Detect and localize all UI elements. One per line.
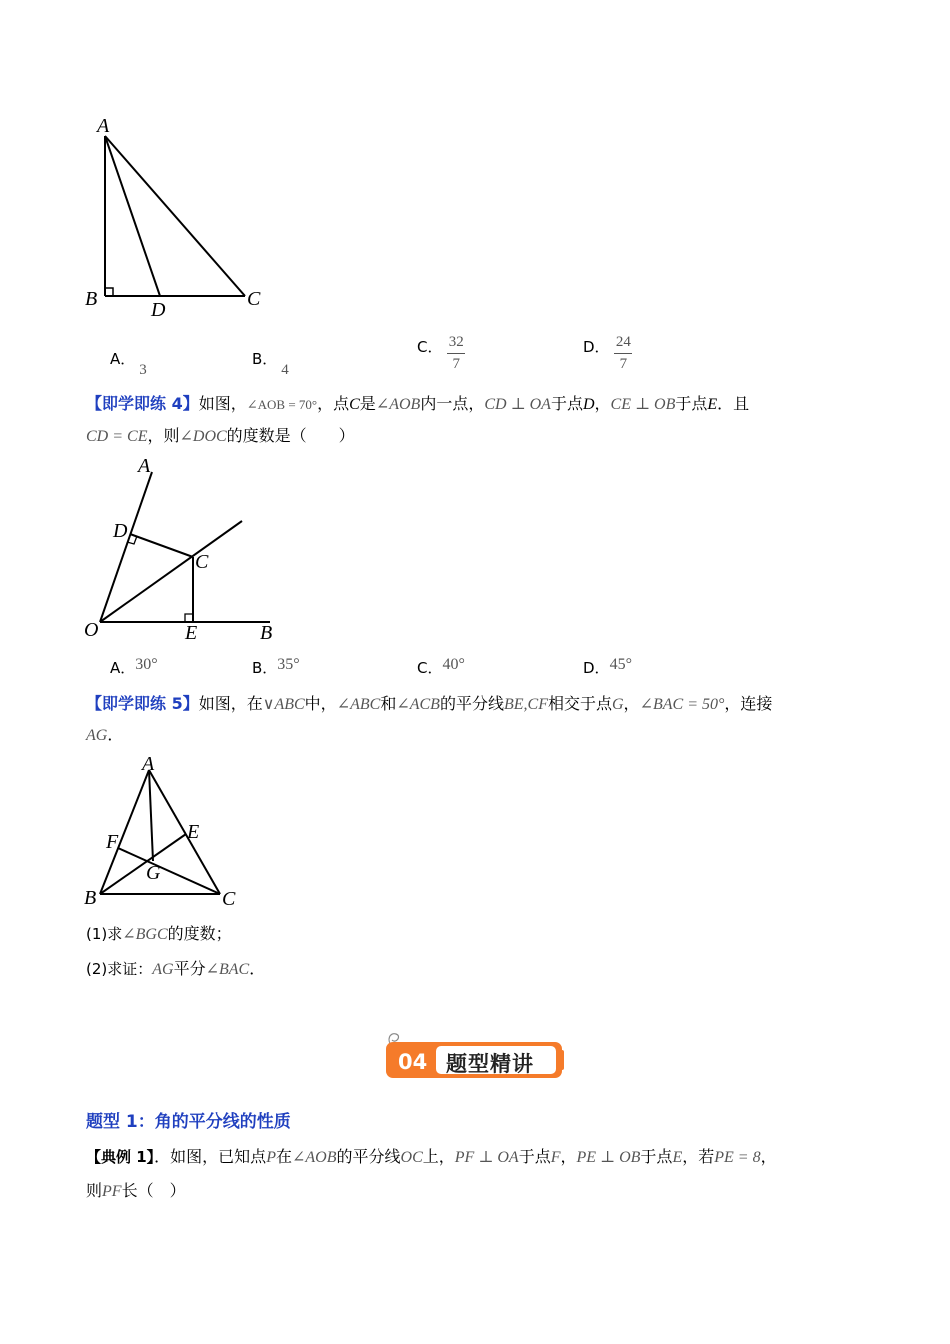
right-angle-mark — [105, 288, 113, 296]
banner-title: 题型精讲 — [446, 1052, 534, 1076]
option-letter: D． — [583, 659, 610, 677]
label-C: C — [222, 888, 236, 910]
fraction — [614, 334, 632, 373]
label-G: G — [146, 862, 161, 884]
ray-OA — [100, 472, 152, 622]
banner-edge — [558, 1050, 564, 1070]
label-C: C — [247, 288, 261, 310]
option-letter: C． — [417, 338, 443, 356]
numerator: 24 — [615, 334, 631, 350]
q4-tag: 【即学即练 4】 — [86, 394, 199, 413]
label-O: O — [84, 619, 99, 641]
option-letter: B． — [252, 659, 278, 677]
right-angle-mark-E — [185, 614, 193, 622]
q3-option-a[interactable] — [110, 348, 147, 378]
q5-line1: 【即学即练 5】如图，在∨ABC中，∠ABC和∠ACB的平分线BE,CF相交于点G，∠BAC = 50°，连接 — [86, 694, 773, 713]
label-B: B — [85, 288, 98, 310]
q4-option-a[interactable] — [110, 657, 158, 678]
q5-sub1: (1)求∠BGC的度数； — [86, 924, 232, 943]
section-title: 题型 1：角的平分线的性质 — [86, 1112, 291, 1132]
numerator: 32 — [448, 334, 464, 350]
label-F: F — [106, 831, 119, 853]
option-value: 4 — [281, 362, 289, 378]
section-banner — [386, 1040, 566, 1088]
denominator: 7 — [619, 356, 628, 372]
option-letter: A． — [110, 350, 136, 368]
option-value: 30° — [135, 656, 158, 673]
q5-sub2: (2)求证：AG平分∠BAC． — [86, 959, 266, 978]
segment-AG — [149, 770, 153, 861]
q3-options — [0, 334, 950, 380]
option-value: 45° — [609, 656, 632, 673]
label-B: B — [260, 622, 273, 644]
option-value: 3 — [139, 362, 147, 378]
q4-option-b[interactable] — [252, 657, 300, 678]
q4-figure — [80, 452, 290, 648]
option-letter: D． — [583, 338, 610, 356]
q5-line2: AG． — [86, 725, 124, 744]
q3-option-b[interactable] — [252, 348, 289, 378]
example1-line2: 则PF长（ ） — [86, 1181, 186, 1200]
q4-line1: 【即学即练 4】如图，∠AOB = 70°，点C是∠AOB内一点，CD ⊥ OA于点D，CE ⊥ OB于点E．且 — [86, 394, 750, 413]
q5-figure — [80, 752, 250, 912]
label-B: B — [84, 887, 97, 909]
option-value: 40° — [442, 656, 465, 673]
label-D: D — [113, 520, 128, 542]
label-E: E — [187, 821, 200, 843]
label-A: A — [97, 115, 110, 137]
q4-option-c[interactable] — [417, 657, 465, 678]
denominator: 7 — [452, 356, 461, 372]
q3-option-c[interactable] — [417, 334, 465, 373]
q4-option-d[interactable] — [583, 657, 632, 678]
fraction — [447, 334, 465, 373]
label-A: A — [138, 455, 151, 477]
q5-tag: 【即学即练 5】 — [86, 694, 199, 713]
example1-tag: 【典例 1】 — [86, 1148, 155, 1166]
label-A: A — [142, 753, 155, 775]
q4-line2: CD = CE，则∠DOC的度数是（ ） — [86, 426, 355, 445]
segment-AD — [105, 136, 160, 296]
label-D: D — [151, 299, 166, 321]
option-letter: A． — [110, 659, 136, 677]
q3-figure — [80, 112, 280, 322]
option-letter: B． — [252, 350, 278, 368]
segment-AC — [105, 136, 245, 296]
segment-DC — [130, 534, 193, 557]
banner-number: 04 — [398, 1050, 428, 1074]
label-C: C — [195, 551, 209, 573]
q3-option-d[interactable] — [583, 334, 632, 373]
label-E: E — [185, 622, 198, 644]
option-value: 35° — [277, 656, 300, 673]
option-letter: C． — [417, 659, 443, 677]
example1-line1: 【典例 1】．如图，已知点P在∠AOB的平分线OC上，PF ⊥ OA于点F，PE ⊥ OB于点E，若PE = 8， — [86, 1147, 777, 1166]
